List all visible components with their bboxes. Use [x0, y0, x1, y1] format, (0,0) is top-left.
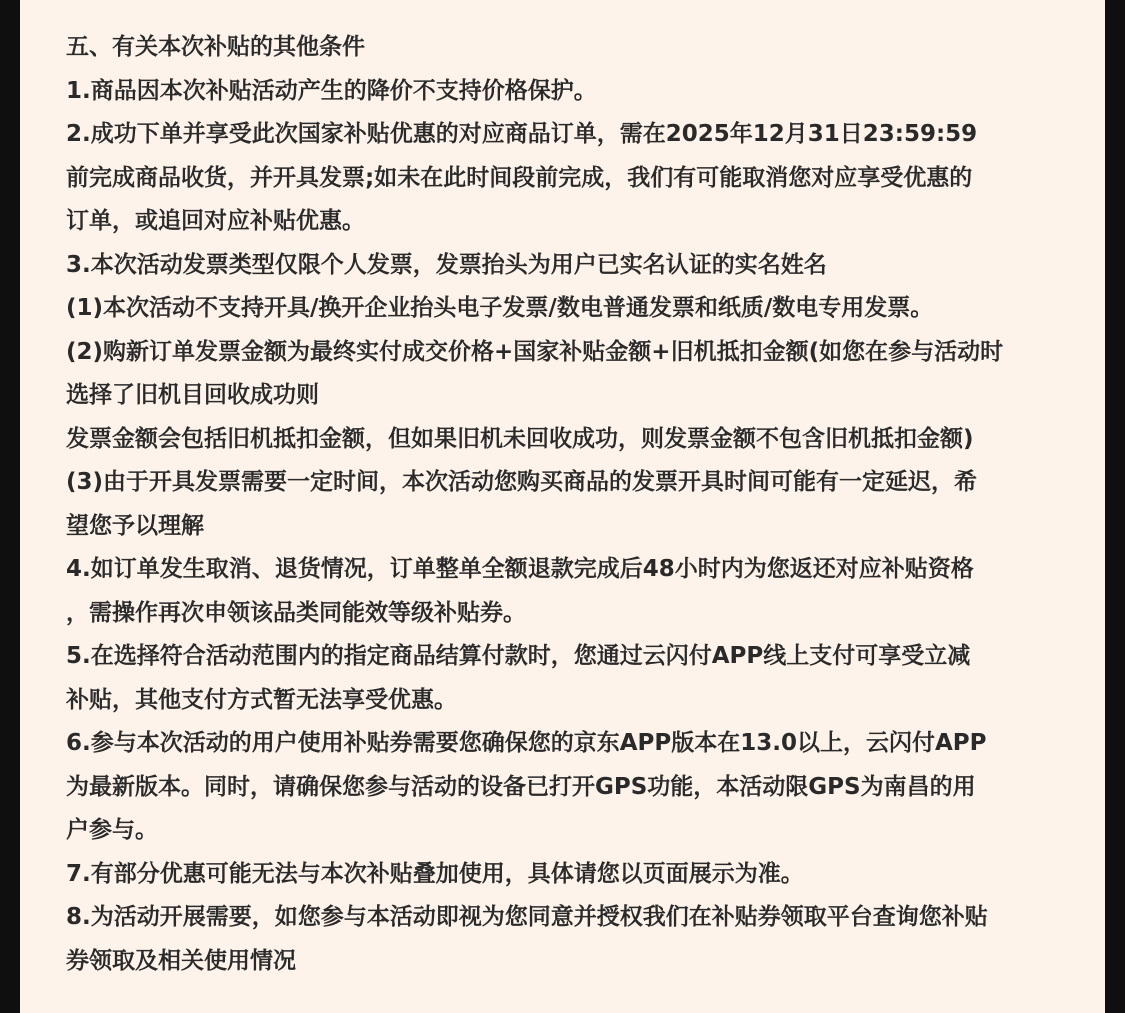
- terms-line: 发票金额会包括旧机抵扣金额，但如果旧机未回收成功，则发票金额不包含旧机抵扣金额): [66, 425, 974, 452]
- terms-line: 望您予以理解: [66, 512, 204, 539]
- terms-line: 订单，或追回对应补贴优惠。: [66, 208, 365, 234]
- terms-line: (1)本次活动不支持开具/换开企业抬头电子发票/数电普通发票和纸质/数电专用发票。: [66, 295, 934, 321]
- section-title: 五、有关本次补贴的其他条件: [66, 34, 365, 60]
- terms-line: 2.成功下单并享受此次国家补贴优惠的对应商品订单，需在2025年12月31日23:59:59: [66, 121, 978, 147]
- terms-line: ，需操作再次申领该品类同能效等级补贴券。: [66, 599, 526, 626]
- terms-line: (3)由于开具发票需要一定时间，本次活动您购买商品的发票开具时间可能有一定延迟，希: [66, 469, 978, 495]
- terms-line: 3.本次活动发票类型仅限个人发票，发票抬头为用户已实名认证的实名姓名: [66, 251, 827, 278]
- terms-line: 补贴，其他支付方式暂无法享受优惠。: [66, 686, 457, 713]
- terms-line: 为最新版本。同时，请确保您参与活动的设备已打开GPS功能，本活动限GPS为南昌的用: [66, 773, 976, 800]
- terms-line: 前完成商品收货，并开具发票;如未在此时间段前完成，我们有可能取消您对应享受优惠的: [66, 164, 973, 191]
- terms-line: 选择了旧机目回收成功则: [66, 382, 319, 408]
- terms-line: 8.为活动开展需要，如您参与本活动即视为您同意并授权我们在补贴券领取平台查询您补贴: [66, 904, 988, 930]
- terms-line: 5.在选择符合活动范围内的指定商品结算付款时，您通过云闪付APP线上支付可享受立减: [66, 643, 971, 669]
- terms-line: 7.有部分优惠可能无法与本次补贴叠加使用，具体请您以页面展示为准。: [66, 860, 804, 887]
- terms-line: 4.如订单发生取消、退货情况，订单整单全额退款完成后48小时内为您返还对应补贴资格: [66, 556, 974, 582]
- terms-line: 券领取及相关使用情况: [66, 947, 296, 974]
- terms-panel: [20, 0, 1105, 1013]
- terms-line: 1.商品因本次补贴活动产生的降价不支持价格保护。: [66, 77, 597, 104]
- terms-line: (2)购新订单发票金额为最终实付成交价格+国家补贴金额+旧机抵扣金额(如您在参与活动时: [66, 338, 1004, 365]
- terms-line: 户参与。: [66, 817, 158, 843]
- terms-line: 6.参与本次活动的用户使用补贴券需要您确保您的京东APP版本在13.0以上，云闪付APP: [66, 730, 987, 756]
